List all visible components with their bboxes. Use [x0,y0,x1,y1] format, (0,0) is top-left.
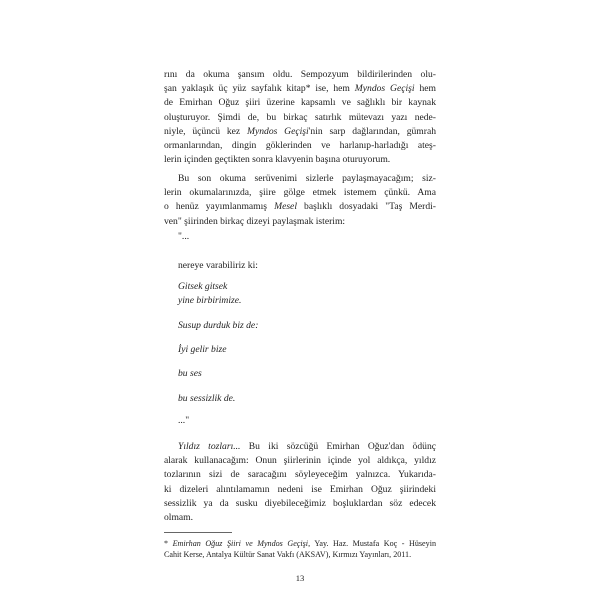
poem-line: ..." [178,415,190,426]
text-line: lerin içinden geçtikten sonra klavyenin başına oturuyorum. [164,154,391,166]
paragraph-3 [164,440,436,525]
poem-line: Susup durduk biz de: [178,320,259,331]
text-line: oluşturuyor. Şimdi de, bu birkaç satırlık mütevazı yazı nede- [164,111,436,123]
page-number: 13 [295,573,305,583]
text-line: ki dizeleri alıntılamamın nedeni ise Emirhan Oğuz şiirindeki [164,483,436,495]
text-line: niyle, üçüncü kez Myndos Geçişi'nin sarp dağlarından, gümrah [164,125,437,137]
text-line: Bu son okuma serüvenimi sizlerle paylaşmayacağım; siz- [178,173,436,184]
poem-line: "... [178,231,190,242]
paragraph-2 [164,172,436,229]
footnote: * Emirhan Oğuz Şiiri ve Myndos Geçişi, Yay. Haz. Mustafa Koç - Hüseyin Cahit Kerse, Antalya Kültür Sanat Vakfı (AKSAV), Kırmızı Yayınları, 2011. [164,539,436,560]
text-line: alarak kullanacağım: Onun şiirlerinin içinde yol aldıkça, yıldız [164,455,436,467]
text-line: de Emirhan Oğuz şiiri üzerine kapsamlı ve sağlıklı bir kaynak [164,97,436,109]
poem-line: bu ses [178,368,202,379]
text-line: şan yaklaşık üç yüz sayfalık kitap* ise, hem Myndos Geçişi hem [164,83,436,95]
text-line: lerin okumalarınızda, şiire gölge etmek istemem çünkü. Ama [164,187,436,199]
text-line: Yıldız tozları... Bu iki sözcüğü Emirhan Oğuz'dan ödünç [178,441,437,452]
text-line: o henüz yayımlanmamış Mesel başlıklı dosyadaki "Taş Merdi- [164,201,436,213]
text-line: sessizlik ya da susku diyebileceğimiz boşluklardan söz edecek [164,497,436,509]
poem-line: Gitsek gitsek [178,281,228,292]
poem-line: yine birbirimize. [178,295,242,306]
poem-line: bu sessizlik de. [178,393,236,404]
text-line: ven" şiirinden birkaç dizeyi paylaşmak isterim: [164,215,346,227]
text-line: ormanlarından, dingin göklerinden ve harlanıp-harladığı ateş- [164,140,436,152]
paragraph-1 [164,68,436,167]
footnote-divider [164,532,232,533]
poem-line: nereye varabiliriz ki: [178,260,258,271]
text-line: olmam. [164,512,194,524]
text-line: rını da okuma şansım oldu. Sempozyum bildirilerinden olu- [164,69,436,80]
poem-line: İyi gelir bize [178,344,227,355]
text-line: tozlarının sizi de saracağını söyleyeceğim yalnızca. Yukarıda- [164,469,436,481]
